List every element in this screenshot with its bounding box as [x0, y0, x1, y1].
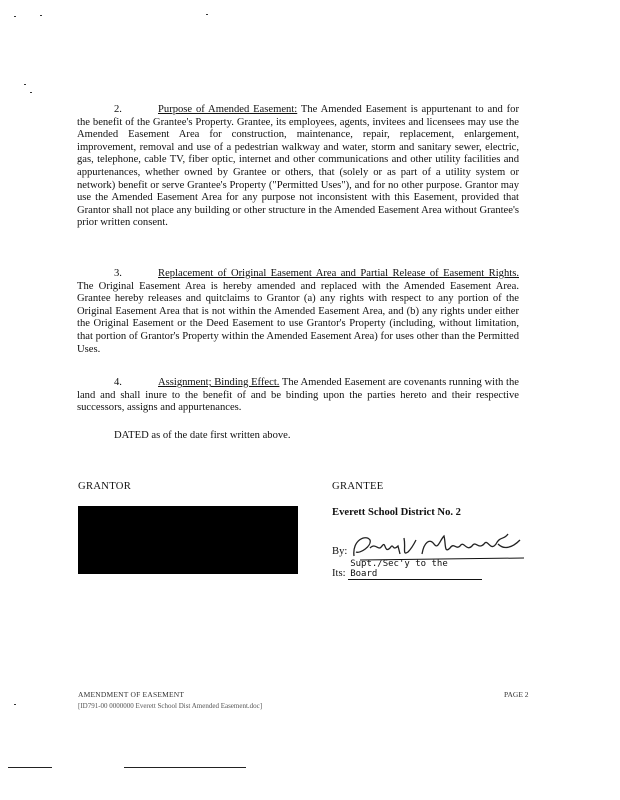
section-2-heading: Purpose of Amended Easement:: [158, 104, 298, 115]
section-4-body: The Amended Easement are covenants running with the land and shall inure to the benefit of and be binding upon the parties hereto and their respective successors, assigns and appurtenances.: [77, 377, 519, 414]
grantee-name: Everett School District No. 2: [332, 507, 461, 518]
scan-speck: [30, 92, 32, 93]
by-label: By:: [332, 546, 348, 557]
section-2-paragraph: [77, 104, 519, 230]
footer-document-title: AMENDMENT OF EASEMENT: [78, 690, 185, 699]
section-4-number: 4.: [114, 377, 122, 388]
section-3-heading: Replacement of Original Easement Area and Partial Release of Easement Rights.: [158, 268, 519, 279]
section-4-paragraph: [77, 377, 519, 415]
section-4-heading: Assignment; Binding Effect.: [158, 377, 280, 388]
signature-its-row: [332, 559, 482, 580]
footer-file-reference: [ID791-00 0000000 Everett School Dist Amended Easement.doc]: [78, 702, 263, 710]
section-2-number: 2.: [114, 104, 122, 115]
section-3-paragraph: [77, 268, 519, 356]
section-2-body: The Amended Easement is appurtenant to and for the benefit of the Grantee's Property. Grantee, its employees, agents, invitees and licensees may use the Amended Easement Area for construction, maintenance, repair, replacement, enlargement, improvement, removal and use of a pedestrian walkway and water, storm and sanitary sewer, electric, gas, telephone, cable TV, fiber optic, internet and other communications and other utility facilities and appurtenances, whether owned by Grantee or others, that (solely or as part of a utility system or network) benefit or serve Grantee's Property ("Permitted Uses"), and for no other purpose. Grantor may use the Amended Easement Area for any purpose not inconsistent with this Easement, provided that Grantor shall not place any building or other structure in the Amended Easement Area without Grantee's prior written consent.: [77, 104, 519, 229]
footer-page-number: PAGE 2: [504, 690, 529, 699]
scan-speck: [14, 704, 16, 705]
dated-line: DATED as of the date first written above.: [114, 430, 291, 441]
scan-speck: [24, 84, 26, 85]
scan-artifact-line: [8, 767, 52, 768]
its-label: Its:: [332, 568, 346, 579]
its-title-value: Supt./Sec'y to the Board: [348, 559, 482, 580]
grantor-redaction-box: [78, 506, 298, 574]
grantor-label: GRANTOR: [78, 481, 132, 492]
scan-speck: [206, 14, 208, 15]
scan-speck: [40, 15, 42, 16]
section-3-body: The Original Easement Area is hereby amended and replaced with the Amended Easement Area. Grantee hereby releases and quitclaims to Grantor (a) any rights with respect to any portion of the Original Easement Area that is not within the Amended Easement Area, and (b) any rights under either the Original Easement or the Deed Easement to use Grantor's Property (including, without limitation, that portion of Grantor's Property within the Amended Easement Area) for uses other than the Permitted Uses.: [77, 280, 519, 355]
scan-speck: [14, 16, 16, 17]
grantee-label: GRANTEE: [332, 481, 384, 492]
scan-artifact-line: [124, 767, 246, 768]
section-3-number: 3.: [114, 268, 122, 279]
